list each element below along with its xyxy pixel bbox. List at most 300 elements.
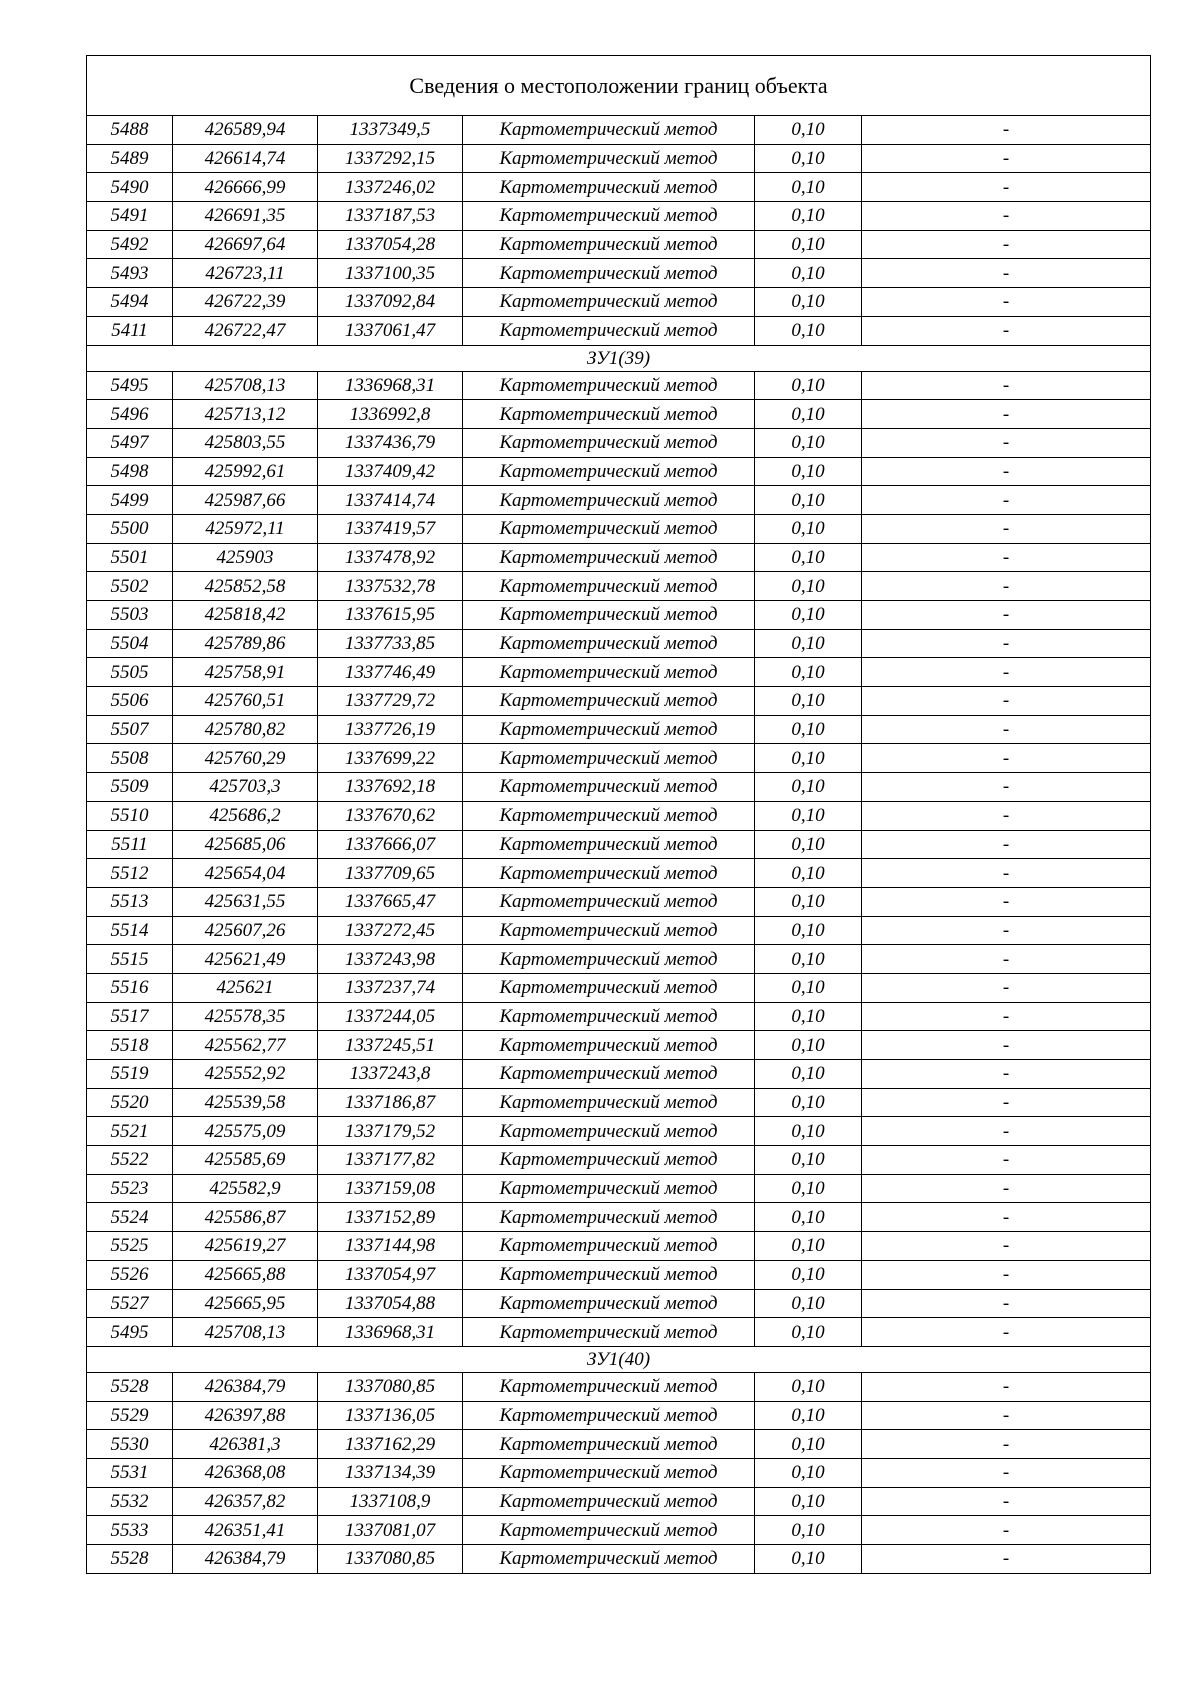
method-cell: Картометрический метод: [463, 887, 755, 916]
x-coordinate-cell: 425621,49: [173, 945, 318, 974]
y-coordinate-cell: 1337726,19: [318, 715, 463, 744]
point-number-cell: 5531: [87, 1458, 173, 1487]
x-coordinate-cell: 426691,35: [173, 202, 318, 231]
method-cell: Картометрический метод: [463, 715, 755, 744]
point-number-cell: 5525: [87, 1232, 173, 1261]
method-cell: Картометрический метод: [463, 400, 755, 429]
method-cell: Картометрический метод: [463, 1232, 755, 1261]
table-row: [87, 316, 1151, 345]
table-row: [87, 1088, 1151, 1117]
table-row: [87, 1203, 1151, 1232]
description-cell: -: [862, 687, 1151, 716]
table-row: [87, 457, 1151, 486]
x-coordinate-cell: 426357,82: [173, 1487, 318, 1516]
table-row: [87, 945, 1151, 974]
x-coordinate-cell: 425539,58: [173, 1088, 318, 1117]
accuracy-cell: 0,10: [755, 288, 862, 317]
method-cell: Картометрический метод: [463, 687, 755, 716]
table-row: [87, 773, 1151, 802]
method-cell: Картометрический метод: [463, 916, 755, 945]
accuracy-cell: 0,10: [755, 1232, 862, 1261]
table-row: [87, 916, 1151, 945]
method-cell: Картометрический метод: [463, 1117, 755, 1146]
y-coordinate-cell: 1337186,87: [318, 1088, 463, 1117]
method-cell: Картометрический метод: [463, 1203, 755, 1232]
description-cell: -: [862, 116, 1151, 145]
point-number-cell: 5527: [87, 1289, 173, 1318]
x-coordinate-cell: 425665,88: [173, 1260, 318, 1289]
method-cell: Картометрический метод: [463, 428, 755, 457]
method-cell: Картометрический метод: [463, 543, 755, 572]
description-cell: -: [862, 1458, 1151, 1487]
method-cell: Картометрический метод: [463, 859, 755, 888]
y-coordinate-cell: 1337292,15: [318, 144, 463, 173]
y-coordinate-cell: 1336968,31: [318, 1318, 463, 1347]
accuracy-cell: 0,10: [755, 1088, 862, 1117]
accuracy-cell: 0,10: [755, 1545, 862, 1574]
method-cell: Картометрический метод: [463, 1430, 755, 1459]
table-row: [87, 1232, 1151, 1261]
accuracy-cell: 0,10: [755, 1516, 862, 1545]
method-cell: Картометрический метод: [463, 173, 755, 202]
section-label: ЗУ1(40): [87, 1346, 1151, 1372]
x-coordinate-cell: 425685,06: [173, 830, 318, 859]
method-cell: Картометрический метод: [463, 1088, 755, 1117]
point-number-cell: 5511: [87, 830, 173, 859]
method-cell: Картометрический метод: [463, 1174, 755, 1203]
accuracy-cell: 0,10: [755, 1203, 862, 1232]
accuracy-cell: 0,10: [755, 859, 862, 888]
point-number-cell: 5493: [87, 259, 173, 288]
method-cell: Картометрический метод: [463, 486, 755, 515]
y-coordinate-cell: 1337152,89: [318, 1203, 463, 1232]
method-cell: Картометрический метод: [463, 572, 755, 601]
x-coordinate-cell: 425562,77: [173, 1031, 318, 1060]
point-number-cell: 5518: [87, 1031, 173, 1060]
method-cell: Картометрический метод: [463, 945, 755, 974]
x-coordinate-cell: 425852,58: [173, 572, 318, 601]
x-coordinate-cell: 425708,13: [173, 1318, 318, 1347]
table-row: [87, 230, 1151, 259]
description-cell: -: [862, 744, 1151, 773]
accuracy-cell: 0,10: [755, 916, 862, 945]
method-cell: Картометрический метод: [463, 601, 755, 630]
method-cell: Картометрический метод: [463, 1146, 755, 1175]
y-coordinate-cell: 1337615,95: [318, 601, 463, 630]
table-row: [87, 486, 1151, 515]
y-coordinate-cell: 1337349,5: [318, 116, 463, 145]
table-row: [87, 687, 1151, 716]
point-number-cell: 5502: [87, 572, 173, 601]
accuracy-cell: 0,10: [755, 486, 862, 515]
table-body: [87, 56, 1151, 1574]
accuracy-cell: 0,10: [755, 543, 862, 572]
table-row: [87, 744, 1151, 773]
accuracy-cell: 0,10: [755, 230, 862, 259]
point-number-cell: 5529: [87, 1401, 173, 1430]
point-number-cell: 5510: [87, 801, 173, 830]
accuracy-cell: 0,10: [755, 173, 862, 202]
description-cell: -: [862, 288, 1151, 317]
method-cell: Картометрический метод: [463, 1401, 755, 1430]
y-coordinate-cell: 1337237,74: [318, 973, 463, 1002]
table-row: [87, 400, 1151, 429]
x-coordinate-cell: 425575,09: [173, 1117, 318, 1146]
description-cell: -: [862, 859, 1151, 888]
point-number-cell: 5530: [87, 1430, 173, 1459]
y-coordinate-cell: 1337436,79: [318, 428, 463, 457]
accuracy-cell: 0,10: [755, 1002, 862, 1031]
section-label: ЗУ1(39): [87, 345, 1151, 371]
method-cell: Картометрический метод: [463, 1318, 755, 1347]
x-coordinate-cell: 425760,29: [173, 744, 318, 773]
section-row: [87, 345, 1151, 371]
y-coordinate-cell: 1337670,62: [318, 801, 463, 830]
x-coordinate-cell: 425654,04: [173, 859, 318, 888]
table-row: [87, 428, 1151, 457]
point-number-cell: 5506: [87, 687, 173, 716]
description-cell: -: [862, 259, 1151, 288]
point-number-cell: 5411: [87, 316, 173, 345]
table-row: [87, 116, 1151, 145]
accuracy-cell: 0,10: [755, 744, 862, 773]
x-coordinate-cell: 425578,35: [173, 1002, 318, 1031]
accuracy-cell: 0,10: [755, 1372, 862, 1401]
point-number-cell: 5497: [87, 428, 173, 457]
table-row: [87, 543, 1151, 572]
y-coordinate-cell: 1337100,35: [318, 259, 463, 288]
y-coordinate-cell: 1337709,65: [318, 859, 463, 888]
description-cell: -: [862, 316, 1151, 345]
description-cell: -: [862, 1430, 1151, 1459]
method-cell: Картометрический метод: [463, 514, 755, 543]
method-cell: Картометрический метод: [463, 259, 755, 288]
description-cell: -: [862, 973, 1151, 1002]
description-cell: -: [862, 1232, 1151, 1261]
method-cell: Картометрический метод: [463, 1458, 755, 1487]
point-number-cell: 5519: [87, 1060, 173, 1089]
description-cell: -: [862, 1260, 1151, 1289]
x-coordinate-cell: 426722,39: [173, 288, 318, 317]
x-coordinate-cell: 425780,82: [173, 715, 318, 744]
x-coordinate-cell: 426722,47: [173, 316, 318, 345]
point-number-cell: 5488: [87, 116, 173, 145]
accuracy-cell: 0,10: [755, 144, 862, 173]
description-cell: -: [862, 945, 1151, 974]
method-cell: Картометрический метод: [463, 830, 755, 859]
description-cell: -: [862, 916, 1151, 945]
accuracy-cell: 0,10: [755, 116, 862, 145]
accuracy-cell: 0,10: [755, 400, 862, 429]
description-cell: -: [862, 1516, 1151, 1545]
description-cell: -: [862, 1318, 1151, 1347]
table-title: Сведения о местоположении границ объекта: [87, 56, 1151, 116]
y-coordinate-cell: 1337246,02: [318, 173, 463, 202]
table-row: [87, 658, 1151, 687]
table-row: [87, 601, 1151, 630]
x-coordinate-cell: 426381,3: [173, 1430, 318, 1459]
table-row: [87, 801, 1151, 830]
accuracy-cell: 0,10: [755, 1401, 862, 1430]
accuracy-cell: 0,10: [755, 202, 862, 231]
accuracy-cell: 0,10: [755, 887, 862, 916]
table-row: [87, 1260, 1151, 1289]
y-coordinate-cell: 1337414,74: [318, 486, 463, 515]
y-coordinate-cell: 1337159,08: [318, 1174, 463, 1203]
table-row: [87, 173, 1151, 202]
method-cell: Картометрический метод: [463, 202, 755, 231]
description-cell: -: [862, 173, 1151, 202]
y-coordinate-cell: 1337244,05: [318, 1002, 463, 1031]
method-cell: Картометрический метод: [463, 1372, 755, 1401]
accuracy-cell: 0,10: [755, 1146, 862, 1175]
y-coordinate-cell: 1337245,51: [318, 1031, 463, 1060]
accuracy-cell: 0,10: [755, 629, 862, 658]
x-coordinate-cell: 425789,86: [173, 629, 318, 658]
table-row: [87, 1458, 1151, 1487]
point-number-cell: 5528: [87, 1372, 173, 1401]
x-coordinate-cell: 425586,87: [173, 1203, 318, 1232]
accuracy-cell: 0,10: [755, 1289, 862, 1318]
description-cell: -: [862, 371, 1151, 400]
accuracy-cell: 0,10: [755, 773, 862, 802]
x-coordinate-cell: 425607,26: [173, 916, 318, 945]
description-cell: -: [862, 514, 1151, 543]
y-coordinate-cell: 1337054,88: [318, 1289, 463, 1318]
y-coordinate-cell: 1337061,47: [318, 316, 463, 345]
method-cell: Картометрический метод: [463, 230, 755, 259]
point-number-cell: 5508: [87, 744, 173, 773]
y-coordinate-cell: 1337080,85: [318, 1372, 463, 1401]
description-cell: -: [862, 543, 1151, 572]
description-cell: -: [862, 1146, 1151, 1175]
accuracy-cell: 0,10: [755, 1318, 862, 1347]
x-coordinate-cell: 426666,99: [173, 173, 318, 202]
x-coordinate-cell: 426589,94: [173, 116, 318, 145]
x-coordinate-cell: 426397,88: [173, 1401, 318, 1430]
table-row: [87, 629, 1151, 658]
description-cell: -: [862, 1002, 1151, 1031]
description-cell: -: [862, 486, 1151, 515]
table-row: [87, 1174, 1151, 1203]
y-coordinate-cell: 1337136,05: [318, 1401, 463, 1430]
description-cell: -: [862, 629, 1151, 658]
method-cell: Картометрический метод: [463, 316, 755, 345]
accuracy-cell: 0,10: [755, 945, 862, 974]
y-coordinate-cell: 1337054,28: [318, 230, 463, 259]
table-row: [87, 1117, 1151, 1146]
point-number-cell: 5495: [87, 371, 173, 400]
point-number-cell: 5522: [87, 1146, 173, 1175]
point-number-cell: 5494: [87, 288, 173, 317]
description-cell: -: [862, 1487, 1151, 1516]
point-number-cell: 5492: [87, 230, 173, 259]
point-number-cell: 5523: [87, 1174, 173, 1203]
y-coordinate-cell: 1337144,98: [318, 1232, 463, 1261]
point-number-cell: 5532: [87, 1487, 173, 1516]
table-row: [87, 1372, 1151, 1401]
table-row: [87, 887, 1151, 916]
point-number-cell: 5500: [87, 514, 173, 543]
point-number-cell: 5495: [87, 1318, 173, 1347]
x-coordinate-cell: 426384,79: [173, 1545, 318, 1574]
y-coordinate-cell: 1337532,78: [318, 572, 463, 601]
method-cell: Картометрический метод: [463, 457, 755, 486]
section-row: [87, 1346, 1151, 1372]
y-coordinate-cell: 1337177,82: [318, 1146, 463, 1175]
accuracy-cell: 0,10: [755, 1487, 862, 1516]
point-number-cell: 5512: [87, 859, 173, 888]
accuracy-cell: 0,10: [755, 457, 862, 486]
description-cell: -: [862, 144, 1151, 173]
method-cell: Картометрический метод: [463, 1031, 755, 1060]
table-row: [87, 371, 1151, 400]
y-coordinate-cell: 1336968,31: [318, 371, 463, 400]
table-row: [87, 144, 1151, 173]
y-coordinate-cell: 1337080,85: [318, 1545, 463, 1574]
description-cell: -: [862, 1174, 1151, 1203]
table-row: [87, 288, 1151, 317]
table-row: [87, 259, 1151, 288]
table-row: [87, 1487, 1151, 1516]
y-coordinate-cell: 1337419,57: [318, 514, 463, 543]
y-coordinate-cell: 1337243,8: [318, 1060, 463, 1089]
description-cell: -: [862, 400, 1151, 429]
point-number-cell: 5499: [87, 486, 173, 515]
accuracy-cell: 0,10: [755, 715, 862, 744]
point-number-cell: 5528: [87, 1545, 173, 1574]
description-cell: -: [862, 887, 1151, 916]
method-cell: Картометрический метод: [463, 801, 755, 830]
x-coordinate-cell: 425803,55: [173, 428, 318, 457]
point-number-cell: 5491: [87, 202, 173, 231]
accuracy-cell: 0,10: [755, 572, 862, 601]
description-cell: -: [862, 801, 1151, 830]
y-coordinate-cell: 1337081,07: [318, 1516, 463, 1545]
x-coordinate-cell: 425619,27: [173, 1232, 318, 1261]
description-cell: -: [862, 1117, 1151, 1146]
method-cell: Картометрический метод: [463, 1060, 755, 1089]
method-cell: Картометрический метод: [463, 744, 755, 773]
table-row: [87, 1318, 1151, 1347]
method-cell: Картометрический метод: [463, 144, 755, 173]
point-number-cell: 5533: [87, 1516, 173, 1545]
point-number-cell: 5496: [87, 400, 173, 429]
description-cell: -: [862, 1031, 1151, 1060]
accuracy-cell: 0,10: [755, 687, 862, 716]
point-number-cell: 5517: [87, 1002, 173, 1031]
method-cell: Картометрический метод: [463, 288, 755, 317]
point-number-cell: 5521: [87, 1117, 173, 1146]
table-row: [87, 1401, 1151, 1430]
x-coordinate-cell: 425760,51: [173, 687, 318, 716]
accuracy-cell: 0,10: [755, 316, 862, 345]
y-coordinate-cell: 1337692,18: [318, 773, 463, 802]
table-row: [87, 1516, 1151, 1545]
x-coordinate-cell: 425582,9: [173, 1174, 318, 1203]
x-coordinate-cell: 425552,92: [173, 1060, 318, 1089]
boundary-coordinates-table: [86, 55, 1151, 1574]
method-cell: Картометрический метод: [463, 1260, 755, 1289]
description-cell: -: [862, 202, 1151, 231]
table-row: [87, 859, 1151, 888]
table-row: [87, 1430, 1151, 1459]
method-cell: Картометрический метод: [463, 773, 755, 802]
description-cell: -: [862, 572, 1151, 601]
point-number-cell: 5520: [87, 1088, 173, 1117]
y-coordinate-cell: 1337092,84: [318, 288, 463, 317]
point-number-cell: 5524: [87, 1203, 173, 1232]
point-number-cell: 5489: [87, 144, 173, 173]
y-coordinate-cell: 1337665,47: [318, 887, 463, 916]
y-coordinate-cell: 1337162,29: [318, 1430, 463, 1459]
method-cell: Картометрический метод: [463, 1545, 755, 1574]
y-coordinate-cell: 1337746,49: [318, 658, 463, 687]
method-cell: Картометрический метод: [463, 658, 755, 687]
table-row: [87, 1031, 1151, 1060]
x-coordinate-cell: 426368,08: [173, 1458, 318, 1487]
x-coordinate-cell: 426614,74: [173, 144, 318, 173]
description-cell: -: [862, 1401, 1151, 1430]
accuracy-cell: 0,10: [755, 1117, 862, 1146]
x-coordinate-cell: 425703,3: [173, 773, 318, 802]
table-row: [87, 1289, 1151, 1318]
x-coordinate-cell: 426384,79: [173, 1372, 318, 1401]
x-coordinate-cell: 426697,64: [173, 230, 318, 259]
x-coordinate-cell: 425992,61: [173, 457, 318, 486]
description-cell: -: [862, 1372, 1151, 1401]
description-cell: -: [862, 1088, 1151, 1117]
description-cell: -: [862, 457, 1151, 486]
method-cell: Картометрический метод: [463, 973, 755, 1002]
y-coordinate-cell: 1337243,98: [318, 945, 463, 974]
document-sheet: [86, 55, 1150, 1574]
x-coordinate-cell: 425972,11: [173, 514, 318, 543]
point-number-cell: 5503: [87, 601, 173, 630]
accuracy-cell: 0,10: [755, 1458, 862, 1487]
x-coordinate-cell: 425621: [173, 973, 318, 1002]
accuracy-cell: 0,10: [755, 1430, 862, 1459]
table-row: [87, 1545, 1151, 1574]
x-coordinate-cell: 425585,69: [173, 1146, 318, 1175]
y-coordinate-cell: 1337729,72: [318, 687, 463, 716]
point-number-cell: 5498: [87, 457, 173, 486]
x-coordinate-cell: 426723,11: [173, 259, 318, 288]
x-coordinate-cell: 426351,41: [173, 1516, 318, 1545]
y-coordinate-cell: 1337409,42: [318, 457, 463, 486]
table-row: [87, 1002, 1151, 1031]
description-cell: -: [862, 1203, 1151, 1232]
point-number-cell: 5507: [87, 715, 173, 744]
accuracy-cell: 0,10: [755, 801, 862, 830]
accuracy-cell: 0,10: [755, 259, 862, 288]
y-coordinate-cell: 1337134,39: [318, 1458, 463, 1487]
table-row: [87, 514, 1151, 543]
y-coordinate-cell: 1336992,8: [318, 400, 463, 429]
x-coordinate-cell: 425631,55: [173, 887, 318, 916]
accuracy-cell: 0,10: [755, 830, 862, 859]
description-cell: -: [862, 1545, 1151, 1574]
x-coordinate-cell: 425818,42: [173, 601, 318, 630]
y-coordinate-cell: 1337478,92: [318, 543, 463, 572]
point-number-cell: 5501: [87, 543, 173, 572]
description-cell: -: [862, 230, 1151, 259]
x-coordinate-cell: 425713,12: [173, 400, 318, 429]
y-coordinate-cell: 1337733,85: [318, 629, 463, 658]
method-cell: Картометрический метод: [463, 1516, 755, 1545]
description-cell: -: [862, 601, 1151, 630]
x-coordinate-cell: 425686,2: [173, 801, 318, 830]
